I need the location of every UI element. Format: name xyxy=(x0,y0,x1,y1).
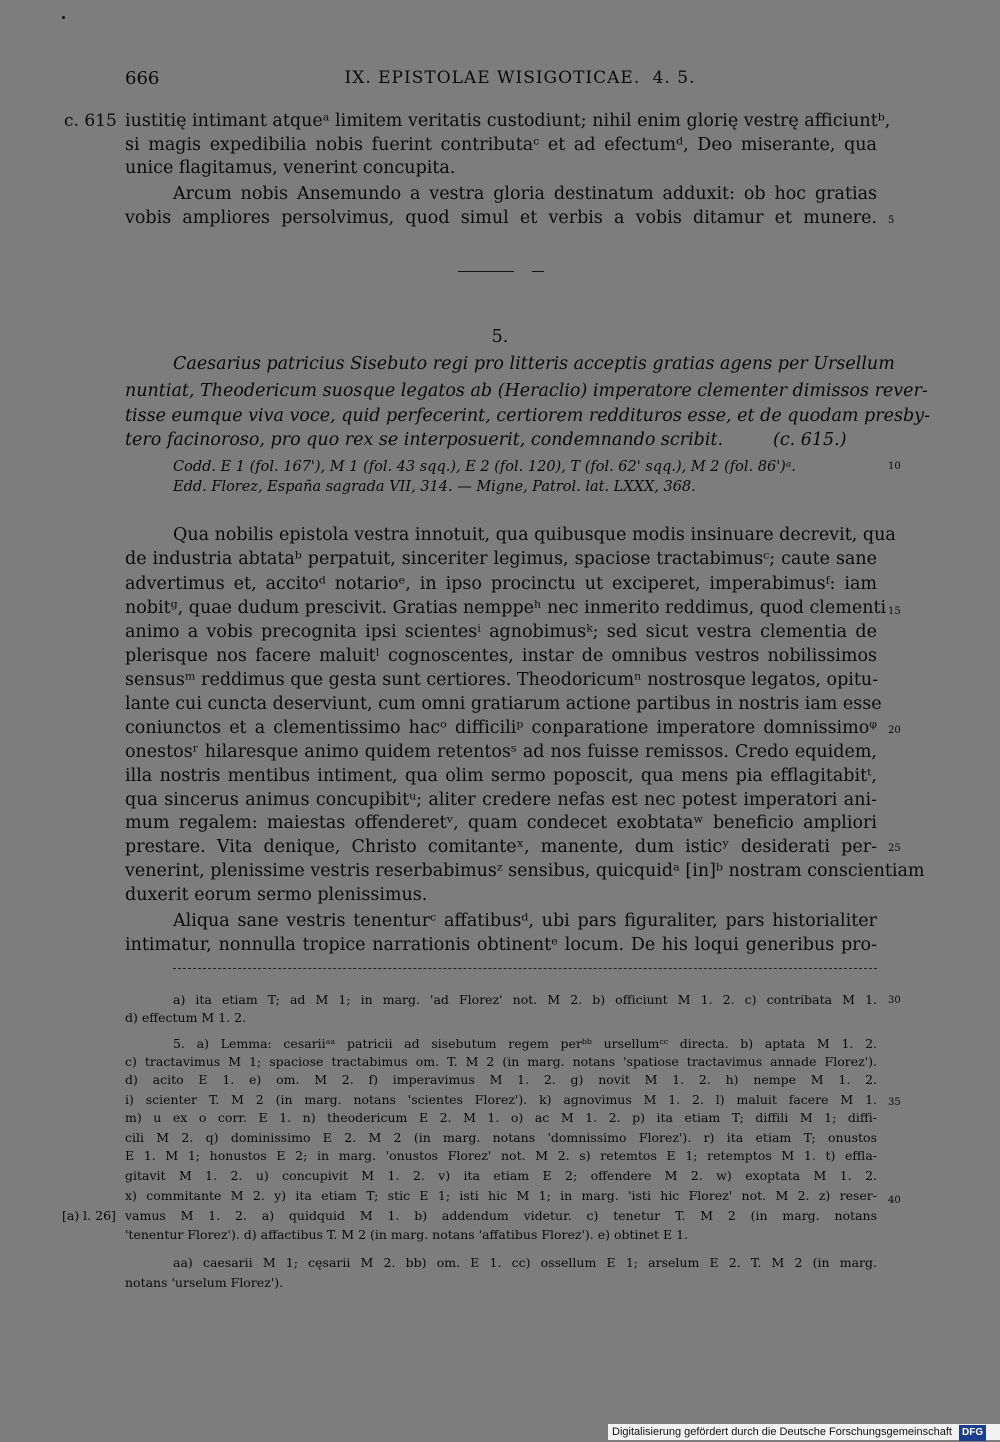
text-line: venerint, plenissime vestris reserbabimusᶻ sensibus, quicquidᵃ [in]ᵇ nostram conscientiam xyxy=(125,861,925,881)
dfg-banner xyxy=(608,1424,1000,1440)
line-number: 35 xyxy=(888,1097,901,1108)
dfg-logo: DFG xyxy=(959,1425,986,1441)
text-line: intimatur, nonnulla tropice narrationis obtinentᵉ locum. De his loqui generibus pro- xyxy=(125,935,877,955)
text-line: Qua nobilis epistola vestra innotuit, qua quibusque modis insinuare decrevit, qua xyxy=(173,525,896,545)
date-margin: c. 615 xyxy=(64,111,117,131)
line-number: 20 xyxy=(888,725,901,736)
text-line: unice flagitamus, venerint concupita. xyxy=(125,158,456,178)
running-title-text: IX. EPISTOLAE WISIGOTICAE. xyxy=(344,68,641,88)
page-number: 666 xyxy=(125,68,160,89)
text-line: onestosʳ hilaresque animo quidem retentosˢ ad nos fuisse remissos. Credo equidem, xyxy=(125,742,877,762)
line-number: 40 xyxy=(888,1195,901,1206)
footnote-line: m) u ex o corr. E 1. n) theodericum E 2. M 1. o) ac M 1. 2. p) ita etiam T; diffili M 1; diffi- xyxy=(125,1110,877,1125)
line-number: 10 xyxy=(888,461,901,472)
footnote-line: gitavit M 1. 2. u) concupivit M 1. 2. v) ita etiam E 2; offendere M 2. w) exoptata M 1. 2. xyxy=(125,1168,877,1183)
separator-rule xyxy=(458,271,514,272)
codices-line: Codd. E 1 (fol. 167'), M 1 (fol. 43 sqq.), E 2 (fol. 120), T (fol. 62' sqq.), M 2 (fol. 86')ᵃ. xyxy=(173,459,796,475)
separator-rule xyxy=(532,271,544,272)
line-number: 5 xyxy=(888,215,895,226)
side-reference: [a) l. 26] xyxy=(62,1208,116,1223)
banner-text: Digitalisierung gefördert durch die Deutsche Forschungsgemeinschaft xyxy=(612,1426,952,1438)
text-line: qua sincerus animus concupibitᵘ; aliter credere nefas est nec potest imperatori ani- xyxy=(125,790,877,810)
text-line: prestare. Vita denique, Christo comitanteˣ, manente, dum isticʸ desiderati per- xyxy=(125,837,877,857)
summary-line: tisse eumque viva voce, quid perfecerint, certiorem reddituros esse, et de quodam presby- xyxy=(125,406,930,426)
text-line: duxerit eorum sermo plenissimus. xyxy=(125,885,428,905)
footnote-line: d) effectum M 1. 2. xyxy=(125,1010,247,1025)
text-line: vobis ampliores persolvimus, quod simul et verbis a vobis ditamur et munere. xyxy=(125,208,877,228)
text-line: animo a vobis precognita ipsi scientesⁱ agnobimusᵏ; sed sicut vestra clementia de xyxy=(125,622,877,642)
summary-line: Caesarius patricius Sisebuto regi pro litteris acceptis gratias agens per Ursellum xyxy=(173,354,895,374)
summary-line: tero facinoroso, pro quo rex se interposuerit, condemnando scribit. xyxy=(125,430,724,450)
editions-line: Edd. Florez, España sagrada VII, 314. — Migne, Patrol. lat. LXXX, 368. xyxy=(173,479,696,495)
footnote-line: i) scienter T. M 2 (in marg. notans 'scientes Florez'). k) agnovimus M 1. 2. l) maluit facere M 1. xyxy=(125,1092,877,1107)
running-title xyxy=(0,68,1000,88)
text-line: lante cui cuncta deserviunt, cum omni gratiarum actione partibus in nostris iam esse xyxy=(125,694,882,714)
text-line: illa nostris mentibus intiment, qua olim sermo poposcit, qua mens pia efflagitabitᵗ, xyxy=(125,766,877,786)
text-line: advertimus et, accitoᵈ notarioᵉ, in ipso procinctu ut exciperet, imperabimusᶠ: iam xyxy=(125,574,877,594)
text-line: sensusᵐ reddimus que gesta sunt certiores. Theodoricumⁿ nostrosque legatos, opitu- xyxy=(125,670,879,690)
text-line: plerisque nos facere maluitˡ cognoscentes, instar de omnibus vestros nobilissimos xyxy=(125,646,877,666)
footnote-line: c) tractavimus M 1; spaciose tractabimus om. T. M 2 (in marg. notans 'spatiose tractavimus annade Florez'). xyxy=(125,1054,877,1069)
line-number: 15 xyxy=(888,606,901,617)
footnote-line: E 1. M 1; honustos E 2; in marg. 'onustos Florez' not. M 2. s) retemtos E 1; retemptos M 1. t) effla- xyxy=(125,1148,877,1163)
scan-speck xyxy=(62,16,65,19)
footnote-line: 5. a) Lemma: cesariiᵃᵃ patricii ad sisebutum regem perᵇᵇ ursellumᶜᶜ directa. b) aptata M 1. 2. xyxy=(173,1036,877,1051)
text-line: de industria abtataᵇ perpatuit, sinceriter legimus, spaciose tractabimusᶜ; caute sane xyxy=(125,549,877,569)
letter-number: 5. xyxy=(491,327,509,347)
footnote-line: x) commitante M 2. y) ita etiam T; stic E 1; isti hic M 1; in marg. 'isti hic Florez' not. M 2. z) reser- xyxy=(125,1188,877,1203)
summary-date: (c. 615.) xyxy=(773,430,847,450)
footnote-line: notans 'urselum Florez'). xyxy=(125,1275,284,1290)
line-number: 25 xyxy=(888,843,901,854)
text-line: si magis expedibilia nobis fuerint contributaᶜ et ad efectumᵈ, Deo miserante, qua xyxy=(125,135,877,155)
footnote-line: vamus M 1. 2. a) quidquid M 1. b) addendum videtur. c) tenetur T. M 2 (in marg. notans xyxy=(125,1208,877,1223)
footnote-line: a) ita etiam T; ad M 1; in marg. 'ad Florez' not. M 2. b) officiunt M 1. 2. c) contribata M 1. xyxy=(173,992,877,1007)
section-number: 4. 5. xyxy=(652,68,696,88)
text-line: iustitię intimant atqueᵃ limitem veritatis custodiunt; nihil enim glorię vestrę afficiuntᵇ, xyxy=(125,111,891,131)
text-line: mum regalem: maiestas offenderetᵛ, quam condecet exobtataʷ beneficio ampliori xyxy=(125,813,877,833)
summary-line: nuntiat, Theodericum suosque legatos ab (Heraclio) imperatore clementer dimissos rever- xyxy=(125,381,928,401)
text-line: Arcum nobis Ansemundo a vestra gloria destinatum adduxit: ob hoc gratias xyxy=(173,184,877,204)
footnote-line: 'tenentur Florez'). d) affactibus T. M 2 (in marg. notans 'affatibus Florez'). e) obtinet E 1. xyxy=(125,1227,689,1242)
text-line: coniunctos et a clementissimo hacᵒ difficiliᵖ conparatione imperatore domnissimoᵠ xyxy=(125,718,877,738)
text-line: nobitᵍ, quae dudum prescivit. Gratias nemppeʰ nec inmerito reddimus, quod clementi xyxy=(125,598,887,618)
footnote-rule xyxy=(173,968,877,969)
footnote-line: cili M 2. q) dominissimo E 2. M 2 (in marg. notans 'domnissimo Florez'). r) ita etiam T; onustos xyxy=(125,1130,877,1145)
footnote-line: aa) caesarii M 1; cęsarii M 2. bb) om. E 1. cc) ossellum E 1; arselum E 2. T. M 2 (in marg. xyxy=(173,1255,877,1270)
footnote-line: d) acito E 1. e) om. M 2. f) imperavimus M 1. 2. g) novit M 1. 2. h) nempe M 1. 2. xyxy=(125,1072,877,1087)
text-line: Aliqua sane vestris tenenturᶜ affatibusᵈ, ubi pars figuraliter, pars historialiter xyxy=(173,911,877,931)
line-number: 30 xyxy=(888,995,901,1006)
